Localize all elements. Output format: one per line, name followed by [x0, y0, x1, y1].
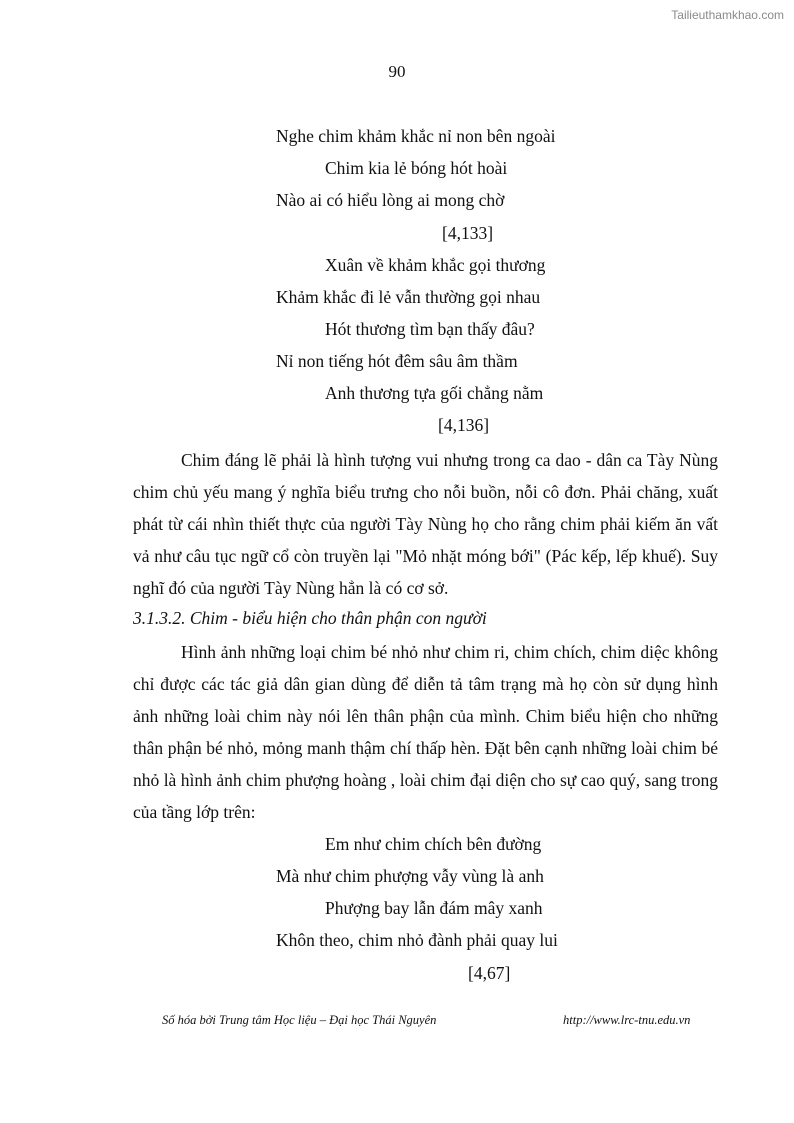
- verse-line: Nỉ non tiếng hót đêm sâu âm thầm: [276, 351, 518, 371]
- body-paragraph: Chim đáng lẽ phải là hình tượng vui nhưng trong ca dao - dân ca Tày Nùng chim chủ yếu mang ý nghĩa biểu trưng cho nỗi buồn, nỗi cô đơn. Phải chăng, xuất phát từ cái nhìn thiết thực của người Tày Nùng họ cho rằng chim phải kiếm ăn vất vả như câu tục ngữ cổ còn truyền lại "Mỏ nhặt móng bới" (Pác kếp, lếp khuế). Suy nghĩ đó của người Tày Nùng hẳn là có cơ sở.: [133, 450, 718, 598]
- verse-line: Khôn theo, chim nhỏ đành phải quay lui: [276, 930, 558, 950]
- section-heading: 3.1.3.2. Chim - biểu hiện cho thân phận con người: [133, 608, 487, 628]
- verse-line: Chim kia lẻ bóng hót hoài: [325, 158, 508, 178]
- watermark: Tailieuthamkhao.com: [671, 8, 784, 22]
- citation: [4,133]: [442, 223, 494, 243]
- verse-line: Mà như chim phượng vẫy vùng là anh: [276, 866, 544, 886]
- verse-line: Phượng bay lẫn đám mây xanh: [325, 898, 543, 918]
- verse-line: Khảm khắc đi lẻ vẫn thường gọi nhau: [276, 287, 541, 307]
- citation: [4,67]: [468, 963, 511, 983]
- verse-line: Hót thương tìm bạn thấy đâu?: [325, 319, 535, 339]
- footer-source: Số hóa bởi Trung tâm Học liệu – Đại học Thái Nguyên: [162, 1013, 437, 1027]
- verse-line: Xuân về khảm khắc gọi thương: [325, 255, 546, 275]
- citation: [4,136]: [438, 415, 490, 435]
- verse-line: Em như chim chích bên đường: [325, 834, 542, 854]
- body-paragraph: Hình ảnh những loại chim bé nhỏ như chim ri, chim chích, chim diệc không chỉ được các tác giả dân gian dùng để diễn tả tâm trạng mà họ còn sử dụng hình ảnh những loài chim này nói lên thân phận của mình. Chim biểu hiện cho những thân phận bé nhỏ, mỏng manh thậm chí thấp hèn. Đặt bên cạnh những loài chim bé nhỏ là hình ảnh chim phượng hoàng , loài chim đại diện cho sự cao quý, sang trong của tầng lớp trên:: [133, 642, 718, 822]
- verse-line: Nào ai có hiểu lòng ai mong chờ: [276, 190, 505, 210]
- footer-url[interactable]: http://www.lrc-tnu.edu.vn: [563, 1013, 691, 1027]
- verse-line: Nghe chim khảm khắc nỉ non bên ngoài: [276, 126, 556, 146]
- page-number: 90: [388, 62, 406, 81]
- verse-line: Anh thương tựa gối chẳng nằm: [325, 383, 544, 403]
